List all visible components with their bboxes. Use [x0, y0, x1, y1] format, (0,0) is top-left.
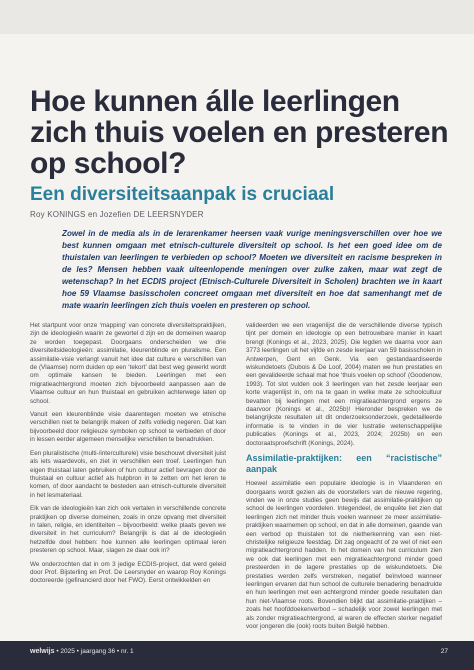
top-margin-band — [0, 0, 474, 34]
article-subtitle: Een diversiteitsaanpak is cruciaal — [30, 184, 335, 205]
article-authors: Roy KONINGS en Jozefien DE LEERSNYDER — [30, 210, 204, 219]
body-paragraph: Een pluralistische (multi-/interculturele) visie beschouwt diversiteit juist als iets waardevols, en ziet in verschillen een troef. Leerlingen hun eigen thuistaal laten gebruiken of hun cultuur actief bevragen door de thuistaal en cultuur actief als hulpbron in te zetten om het leren te komen, of door aandacht te besteden aan etnisch-culturele diversiteit in het lesmateriaal. — [30, 449, 226, 499]
body-paragraph: We onderzochten dat in om 3 jedige ECDIS-project, dat werd geleid door Prof. Bijsterling en Prof. De Leersnyder en waarop Roy Konings doctoreerde (gefinancierd door het FWO). Eerst ontwikkelden en — [30, 560, 226, 585]
intro-paragraph: Zowel in de media als in de lerarenkamer heersen vaak vurige meningsverschillen over hoe we best kunnen omgaan met etnisch-culturele diversiteit op school. Is het een goed idee om de thuistalen van leerlingen te verbieden op school? Moeten we diversiteit en racisme bespreken in de les? Mensen hebben vaak uiteenlopende meningen over zulke zaken, maar wat zegt de wetenschap? In het ECDIS project (Etnisch-Culturele Diversiteit in Scholen) brachten we in kaart hoe 59 Vlaamse basisscholen concreet omgaan met diversiteit en hoe dat samenhangt met de mate waarin leerlingen zich thuis voelen en presteren op school. — [62, 229, 442, 310]
body-paragraph: valideerden we een vragenlijst die de verschillende diverse typisch tijnt per domein en ideologie op een betrouwbare manier in kaart brengt (Konings et al., 2023, 2025). Die legden we daarna voor aan 3773 leerlingen uit het vijfde en zesde leerjaar van 59 basisscholen in Antwerpen, Gent en Genk. Via een gestandaardiseerde wiskundetoets (Dubois & De Loof, 2004) maten we hun prestaties en een gevalideerde schaal mat hoe ‘thuis voelen op school’ (Goodenow, 1993). Tot slot vulden ook 3 leerlingen van het zesde leerjaar een korte vragenlijst in, om na te gaan in welke mate ze schoolcultuur bevatten bij leerlingen met een migratieachtergrond ergens ze daarvoor (Konings et al., 2025b)! Hieronder bespreken we de belangrijkste resultaten uit dit onderzoeksonderzoek, gedetailleerde informatie is te vinden in de vier lustratie wetenschappelijke publicaties (Konings et al., 2023, 2024; 2025b) en een doctoraatsproefschrift (Konings, 2024). — [246, 322, 442, 447]
page-number: 27 — [440, 648, 448, 655]
body-column-left — [30, 322, 226, 591]
body-paragraph: Elk van de ideologieën kan zich ook vertalen in verschillende concrete praktijken op diverse domeinen, zoals in onze opvang met diversiteit in talen, religie, en identiteiten – bijvoorbeeld: welke plaats geven we diversiteit in het curriculum? Belangrijk is dat al de ideologieën hetzelfde doel hebben: hoe kunnen alle leerlingen optimaal leren presteren op school. Maar, slagen ze daar ook in? — [30, 505, 226, 555]
body-paragraph: Vanuit een kleurenblinde visie daarentegen moeten we etnische verschillen niet te belangrijk maken of zelfs volledig negeren. Dat kan bijvoorbeeld door religieuze symbolen op school te verbieden of door in lessen eerder algemeen menselijke verschillen te benadrukken. — [30, 411, 226, 444]
article-title: Hoe kunnen álle leerlingen zich thuis voelen en presteren op school? — [30, 85, 449, 180]
footer-magazine: welwijs — [30, 648, 55, 655]
page-footer — [0, 641, 474, 670]
footer-source — [30, 648, 134, 655]
footer-issue: • 2025 • jaargang 36 • nr. 1 — [56, 648, 134, 655]
body-paragraph: Hoewel assimilatie een populaire ideologie is in Vlaanderen en doorgaans wordt gezien als de voorstellers van de nieuwe regering, vinden we in onze studies geen bewijs dat assimilatie-praktijken op school de leerlingen voordelen. Integendeel, de enquête liet zien dat leerlingen zich net minder thuis voelen wanneer ze meer assimilatie-praktijken waarnemen op school, en dat in alle domeinen, gaande van een verbod op thuistalen tot de nietherkenning van een niet-christelijke religieuze feestdag. Dit zag ongeacht of ze wel of niet een migratieachtergrond hadden. In het domein van het curriculum zien we ook dat leerlingen met een migratieachtergrond minder goed presteerden in de lagere prestaties op de wiskundetoets. Die prestaties werden zelfs verstreken, negatief beïnvloed wanneer leerlingen ervaren dat hun school de culturele benadering benadrukte en hun leerlingen met een achtergrond minder goede resultaten dan hun niet-Vlaamse roots. Bovendien blijkt dat assimilatie-praktijken – zoals het hoofddoekenverbod – schadelijk voor zowel leerlingen met als zonder migratieachtergrond, al waren de effecten sterker negatief voor jongeren die (ook) roots buiten België hebben. — [246, 480, 442, 630]
body-paragraph: Het startpunt voor onze ‘mapping’ van concrete diversiteitspraktijken, zijn de ideologieën waarin ze gewortel d zijn en de domeinen waarop ze worden toegepast. Doorgaans onderscheiden we drie diversiteitsideologieën: assimilatie, kleurenblinde en pluralisme. Een assimilatie-visie verlangt vanuit het idee dat culture e verschillen van de (Vlaamse) norm duiden op een ‘tekort’ dat best weg gewerkt wordt om optimale kansen te bieden. Leerlingen met een migratieachtergrond moeten zich bijvoorbeeld aanpassen aan de Vlaamse cultuur en hun thuistaal en gebruiken achterwege laten op school. — [30, 322, 226, 405]
body-column-right — [246, 322, 442, 636]
section-heading: Assimilatie-praktijken: een “racistische” aanpak — [246, 453, 442, 475]
